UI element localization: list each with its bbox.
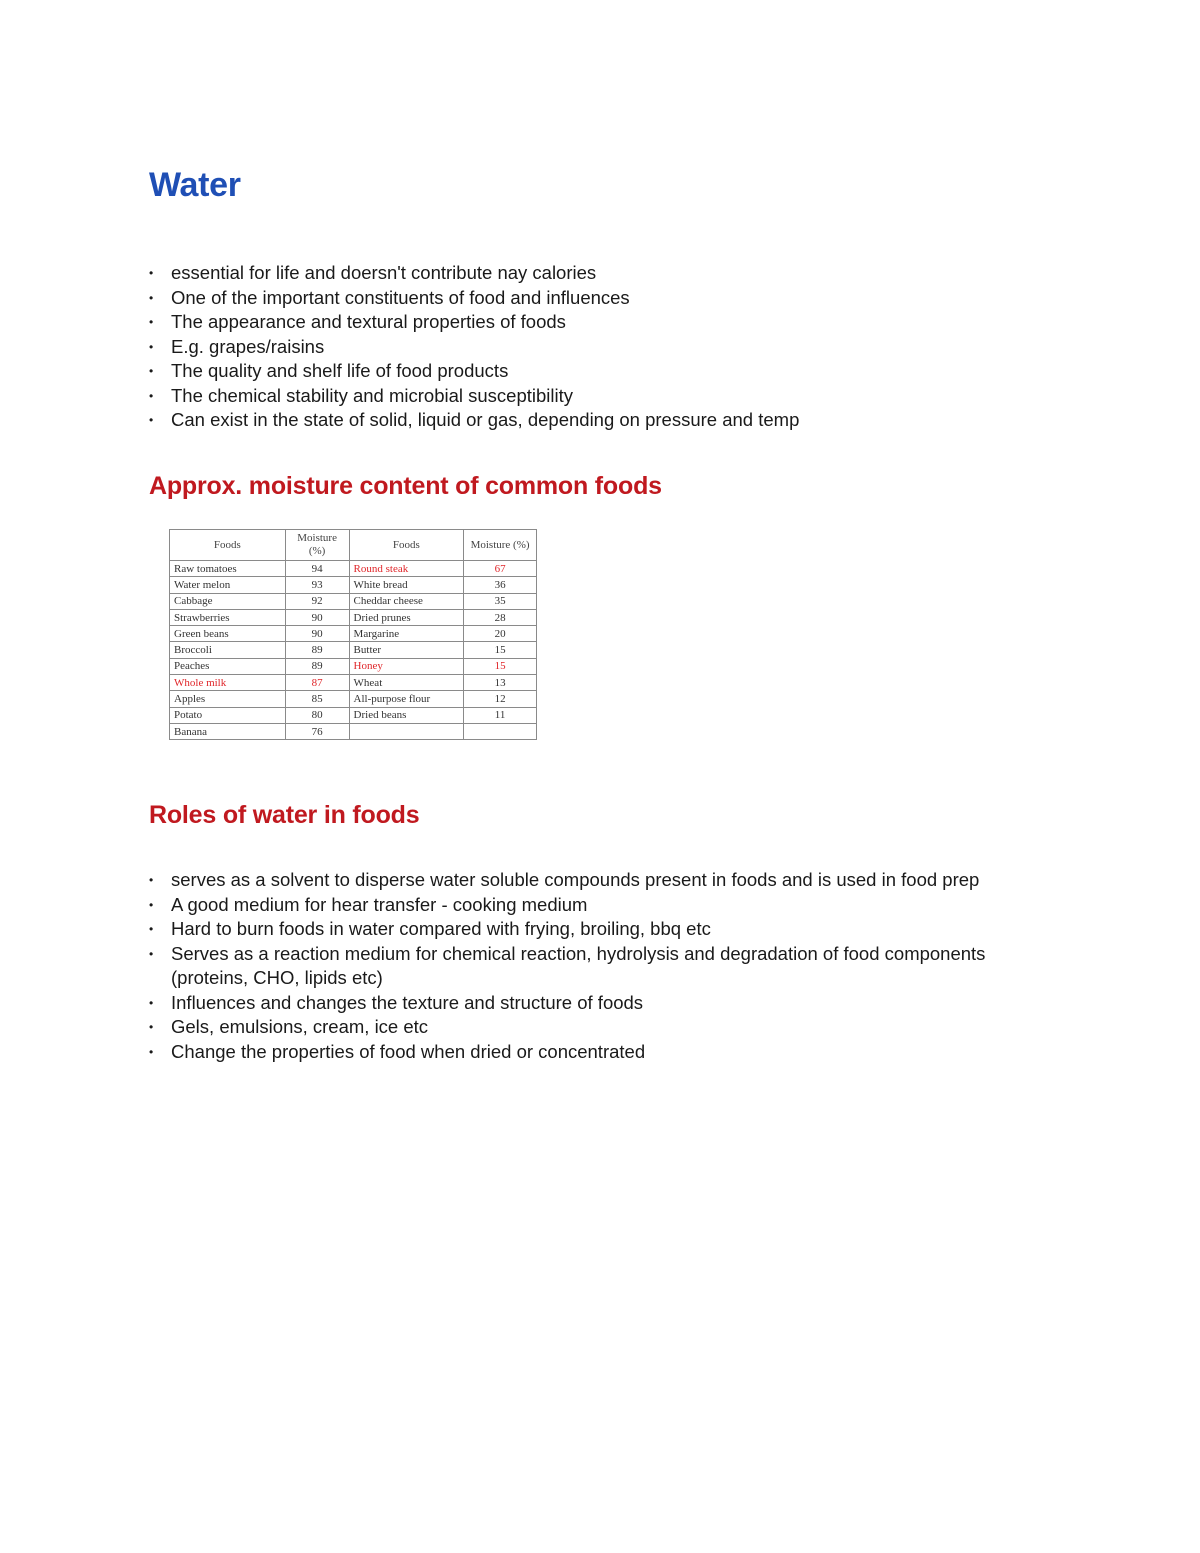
moisture-cell: 85 (285, 691, 349, 707)
moisture-cell: 89 (285, 658, 349, 674)
table-header-row (170, 530, 537, 561)
moisture-cell: 15 (464, 642, 537, 658)
list-item-text: essential for life and doersn't contribute nay calories (171, 262, 597, 283)
food-cell: Dried prunes (349, 609, 464, 625)
moisture-cell: 76 (285, 723, 349, 739)
list-item-text: Serves as a reaction medium for chemical reaction, hydrolysis and degradation of food components (proteins, CHO, lipids etc) (171, 942, 986, 988)
table-row (170, 675, 537, 691)
moisture-table-body (170, 561, 537, 740)
food-cell: Margarine (349, 626, 464, 642)
list-item-text: Hard to burn foods in water compared with frying, broiling, bbq etc (171, 918, 711, 939)
moisture-heading: Approx. moisture content of common foods (149, 472, 662, 500)
moisture-cell: 90 (285, 609, 349, 625)
table-row (170, 561, 537, 577)
food-cell: Butter (349, 642, 464, 658)
moisture-cell: 11 (464, 707, 537, 723)
list-item-text: The appearance and textural properties of foods (171, 311, 566, 332)
moisture-cell: 94 (285, 561, 349, 577)
food-cell: Cheddar cheese (349, 593, 464, 609)
list-item (149, 286, 1049, 311)
list-item-text: Gels, emulsions, cream, ice etc (171, 1016, 429, 1037)
food-cell: Peaches (170, 658, 286, 674)
bullet-icon: • (149, 266, 154, 280)
list-item (149, 893, 1049, 918)
water-facts-list (149, 261, 1049, 433)
list-item-text: Influences and changes the texture and structure of foods (171, 991, 644, 1013)
bullet-icon: • (149, 922, 154, 936)
moisture-table (169, 529, 537, 740)
food-cell: Dried beans (349, 707, 464, 723)
moisture-table-container (169, 529, 537, 740)
bullet-icon: • (149, 995, 154, 1010)
food-cell: Broccoli (170, 642, 286, 658)
table-row (170, 642, 537, 658)
list-item (149, 917, 1049, 942)
moisture-cell: 93 (285, 577, 349, 593)
list-item-text: E.g. grapes/raisins (171, 335, 325, 357)
moisture-cell: 87 (285, 675, 349, 691)
list-item-text: serves as a solvent to disperse water soluble compounds present in foods and is used in food prep (171, 869, 980, 890)
bullet-icon: • (149, 388, 154, 403)
list-item (149, 359, 1049, 384)
moisture-cell: 67 (464, 561, 537, 577)
table-row (170, 658, 537, 674)
roles-heading: Roles of water in foods (149, 801, 420, 829)
bullet-icon: • (149, 290, 154, 305)
list-item (149, 868, 1049, 893)
bullet-icon: • (149, 873, 154, 887)
bullet-icon: • (149, 364, 154, 378)
food-cell (349, 723, 464, 739)
food-cell: Wheat (349, 675, 464, 691)
table-row (170, 707, 537, 723)
food-cell: Honey (349, 658, 464, 674)
food-cell: Banana (170, 723, 286, 739)
moisture-cell: 13 (464, 675, 537, 691)
food-cell: Raw tomatoes (170, 561, 286, 577)
bullet-icon: • (149, 339, 154, 354)
moisture-cell: 12 (464, 691, 537, 707)
moisture-cell: 28 (464, 609, 537, 625)
food-cell: Round steak (349, 561, 464, 577)
moisture-cell: 35 (464, 593, 537, 609)
table-row (170, 691, 537, 707)
food-cell: Cabbage (170, 593, 286, 609)
food-cell: Green beans (170, 626, 286, 642)
list-item-text: The chemical stability and microbial susceptibility (171, 384, 574, 406)
moisture-cell: 36 (464, 577, 537, 593)
column-header-moisture: Moisture (%) (464, 530, 537, 561)
bullet-icon: • (149, 413, 154, 427)
moisture-cell: 80 (285, 707, 349, 723)
list-item (149, 942, 1049, 991)
food-cell: Water melon (170, 577, 286, 593)
list-item (149, 1015, 1049, 1040)
table-row (170, 723, 537, 739)
table-row (170, 593, 537, 609)
list-item (149, 335, 1049, 360)
list-item (149, 408, 1049, 433)
food-cell: Apples (170, 691, 286, 707)
moisture-cell: 89 (285, 642, 349, 658)
food-cell: Strawberries (170, 609, 286, 625)
food-cell: Whole milk (170, 675, 286, 691)
moisture-cell (464, 723, 537, 739)
food-cell: All-purpose flour (349, 691, 464, 707)
list-item (149, 310, 1049, 335)
list-item-text: One of the important constituents of food and influences (171, 286, 630, 308)
list-item-text: Change the properties of food when dried or concentrated (171, 1040, 646, 1062)
roles-list (149, 868, 1049, 1064)
column-header-foods: Foods (170, 530, 286, 561)
list-item-text: The quality and shelf life of food products (171, 360, 509, 381)
table-row (170, 577, 537, 593)
bullet-icon: • (149, 1044, 154, 1059)
moisture-cell: 20 (464, 626, 537, 642)
list-item (149, 261, 1049, 286)
list-item-text: Can exist in the state of solid, liquid or gas, depending on pressure and temp (171, 409, 800, 430)
bullet-icon: • (149, 897, 154, 912)
bullet-icon: • (149, 315, 154, 329)
moisture-cell: 92 (285, 593, 349, 609)
list-item-text: A good medium for hear transfer - cooking medium (171, 893, 588, 915)
bullet-icon: • (149, 1020, 154, 1034)
list-item (149, 384, 1049, 409)
list-item (149, 1040, 1049, 1065)
moisture-cell: 90 (285, 626, 349, 642)
table-row (170, 626, 537, 642)
column-header-moisture: Moisture (%) (285, 530, 349, 561)
food-cell: White bread (349, 577, 464, 593)
table-row (170, 609, 537, 625)
food-cell: Potato (170, 707, 286, 723)
moisture-cell: 15 (464, 658, 537, 674)
bullet-icon: • (149, 946, 154, 961)
list-item (149, 991, 1049, 1016)
page-title: Water (149, 166, 241, 204)
column-header-foods: Foods (349, 530, 464, 561)
